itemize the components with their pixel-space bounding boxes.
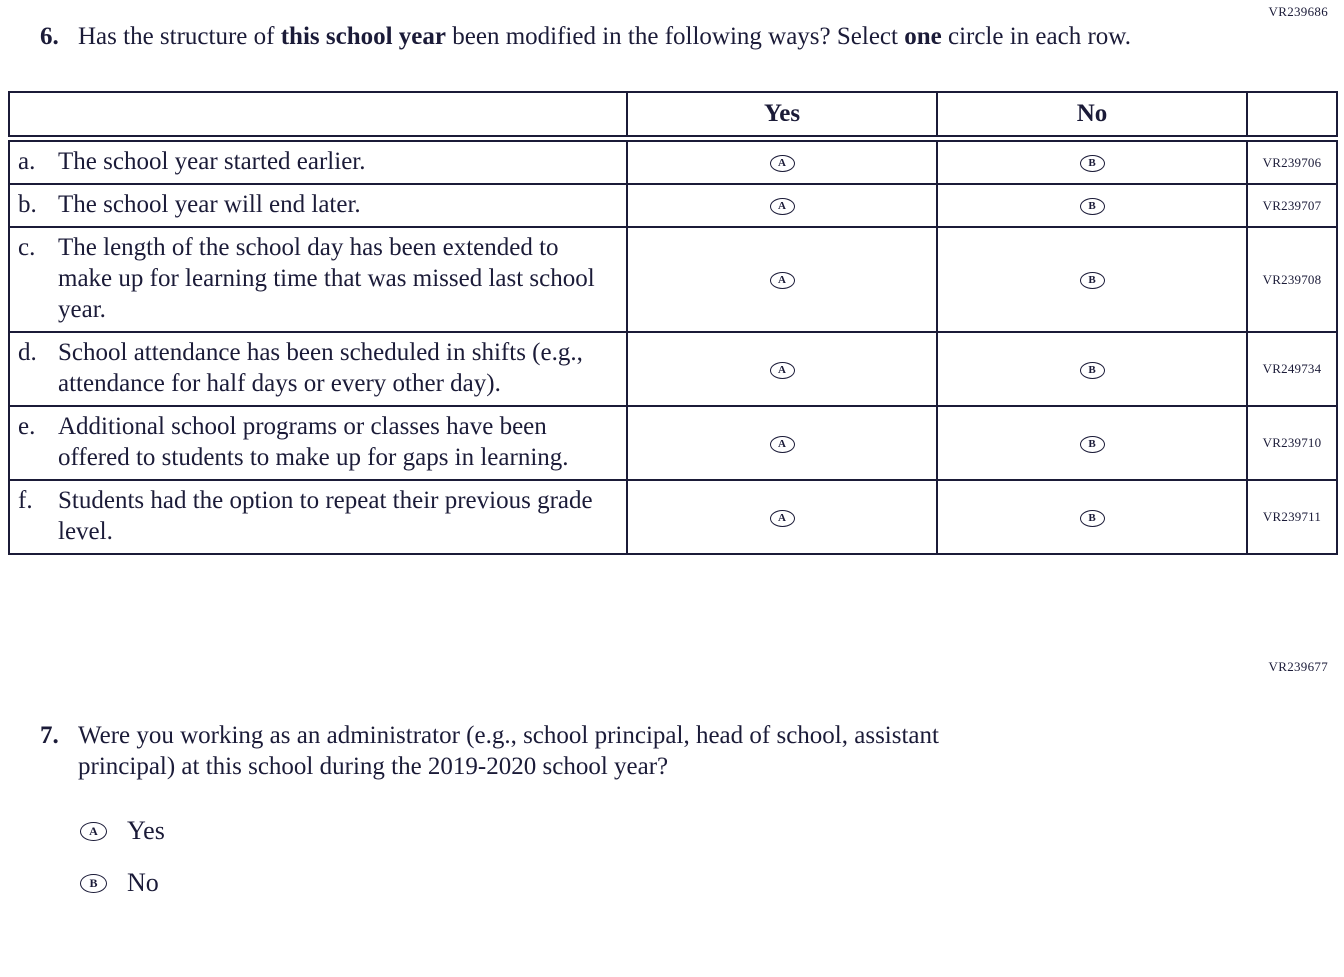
row-code: VR239707 bbox=[1247, 184, 1337, 227]
yes-option-cell bbox=[627, 184, 937, 227]
question-6-response-table bbox=[8, 91, 1338, 556]
form-code-middle: VR239677 bbox=[1268, 659, 1328, 674]
option-yes-label: Yes bbox=[127, 816, 165, 845]
row-code: VR239710 bbox=[1247, 406, 1337, 480]
no-bubble[interactable]: B bbox=[1080, 510, 1105, 527]
table-row bbox=[9, 139, 1337, 185]
option-no-label: No bbox=[127, 868, 159, 897]
row-stem bbox=[9, 139, 627, 185]
yes-bubble[interactable]: A bbox=[770, 436, 795, 453]
no-column-header: No bbox=[937, 92, 1247, 139]
row-text: Students had the option to repeat their previous grade level. bbox=[58, 487, 593, 545]
option-a-bubble[interactable]: A bbox=[80, 822, 107, 841]
question-7-text: Were you working as an administrator (e.g., school principal, head of school, assistant principal) at this school during the 2019-2020 school year? bbox=[78, 722, 939, 780]
row-text: School attendance has been scheduled in shifts (e.g., attendance for half days or every other day). bbox=[58, 339, 583, 397]
row-code: VR249734 bbox=[1247, 332, 1337, 406]
no-option-cell bbox=[937, 184, 1247, 227]
no-bubble[interactable]: B bbox=[1080, 436, 1105, 453]
yes-column-header: Yes bbox=[627, 92, 937, 139]
no-bubble[interactable]: B bbox=[1080, 272, 1105, 289]
row-stem bbox=[9, 184, 627, 227]
option-b-bubble[interactable]: B bbox=[80, 874, 107, 893]
question-6-bold-part: one bbox=[904, 23, 942, 50]
code-header-cell bbox=[1247, 92, 1337, 139]
row-letter: b. bbox=[18, 191, 37, 218]
question-6-number: 6. bbox=[40, 23, 59, 50]
table-row bbox=[9, 406, 1337, 480]
yes-option-cell bbox=[627, 139, 937, 185]
row-code: VR239708 bbox=[1247, 227, 1337, 332]
row-stem bbox=[9, 480, 627, 554]
form-code-top: VR239686 bbox=[1268, 4, 1328, 19]
row-letter: f. bbox=[18, 487, 33, 514]
yes-option-cell bbox=[627, 332, 937, 406]
table-row bbox=[9, 227, 1337, 332]
row-letter: e. bbox=[18, 413, 36, 440]
yes-option-cell bbox=[627, 406, 937, 480]
question-6-text-part: Has the structure of bbox=[78, 23, 281, 50]
question-7-number: 7. bbox=[40, 722, 59, 749]
q7-option-no[interactable] bbox=[80, 870, 1344, 896]
no-bubble[interactable]: B bbox=[1080, 362, 1105, 379]
no-option-cell bbox=[937, 480, 1247, 554]
row-letter: a. bbox=[18, 148, 36, 175]
table-row bbox=[9, 184, 1337, 227]
row-stem bbox=[9, 406, 627, 480]
yes-bubble[interactable]: A bbox=[770, 198, 795, 215]
row-code: VR239711 bbox=[1247, 480, 1337, 554]
yes-bubble[interactable]: A bbox=[770, 510, 795, 527]
no-bubble[interactable]: B bbox=[1080, 198, 1105, 215]
no-bubble[interactable]: B bbox=[1080, 155, 1105, 172]
row-letter: d. bbox=[18, 339, 37, 366]
question-6-text bbox=[78, 22, 1131, 53]
q7-option-yes[interactable] bbox=[80, 818, 1344, 844]
row-text: The school year will end later. bbox=[58, 191, 361, 218]
table-row bbox=[9, 332, 1337, 406]
yes-option-cell bbox=[627, 480, 937, 554]
row-text: The length of the school day has been extended to make up for learning time that was missed last school year. bbox=[58, 234, 595, 323]
question-6-bold-part: this school year bbox=[280, 23, 446, 50]
row-code: VR239706 bbox=[1247, 139, 1337, 185]
yes-option-cell bbox=[627, 227, 937, 332]
question-6 bbox=[40, 22, 1344, 53]
stem-header-cell bbox=[9, 92, 627, 139]
no-option-cell bbox=[937, 139, 1247, 185]
no-option-cell bbox=[937, 406, 1247, 480]
no-option-cell bbox=[937, 332, 1247, 406]
row-stem bbox=[9, 227, 627, 332]
question-6-text-part: been modified in the following ways? Select bbox=[446, 23, 905, 50]
yes-bubble[interactable]: A bbox=[770, 362, 795, 379]
table-header-row bbox=[9, 92, 1337, 139]
row-text: The school year started earlier. bbox=[58, 148, 366, 175]
row-stem bbox=[9, 332, 627, 406]
question-7 bbox=[40, 721, 1344, 782]
yes-bubble[interactable]: A bbox=[770, 155, 795, 172]
question-6-text-part: circle in each row. bbox=[941, 23, 1131, 50]
yes-bubble[interactable]: A bbox=[770, 272, 795, 289]
table-row bbox=[9, 480, 1337, 554]
no-option-cell bbox=[937, 227, 1247, 332]
question-7-options bbox=[80, 818, 1344, 896]
row-letter: c. bbox=[18, 234, 36, 261]
row-text: Additional school programs or classes have been offered to students to make up for gaps in learning. bbox=[58, 413, 569, 471]
